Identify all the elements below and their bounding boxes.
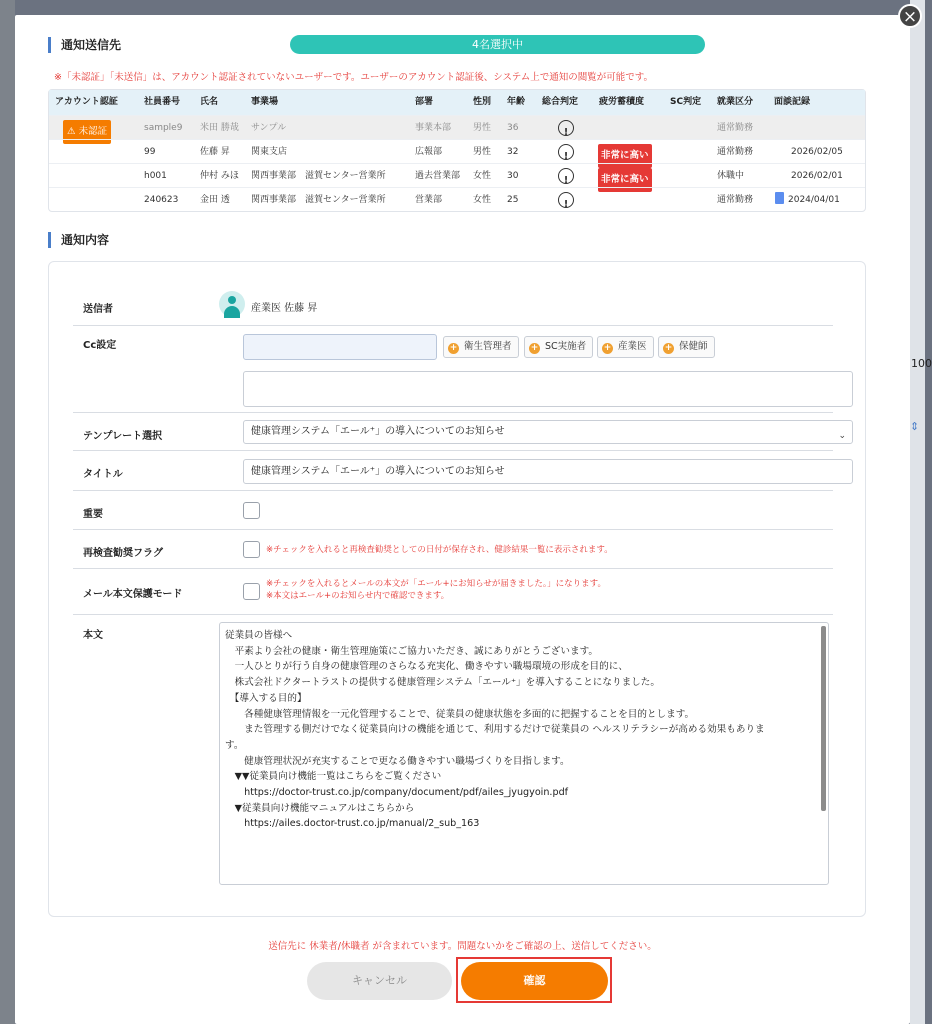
work-cell: 通常勤務 [717,195,754,205]
dept-cell: 営業部 [415,195,443,205]
col-header: 面談記録 [774,97,811,107]
background-page-left [0,0,15,1024]
important-label: 重要 [83,509,103,520]
table-row[interactable] [49,187,865,211]
cc-chip-hygiene-manager[interactable]: + 衛生管理者 [443,336,519,358]
col-header: 疲労蓄積度 [599,97,645,107]
selected-count-badge: 4名選択中 [290,35,705,54]
exclamation-icon: ! [558,168,574,184]
col-header: 社員番号 [144,97,181,107]
absence-warning: 送信先に 休業者/休職者 が含まれています。問題ないかをご確認の上、送信してください。 [268,941,657,952]
recheck-note: ※チェックを入れると再検査勧奨としての日付が保存され、健診結果一覧に表示されます。 [266,545,613,555]
background-sort-icon: ⇕ [910,420,920,433]
col-header: 事業場 [251,97,279,107]
protect-checkbox[interactable] [243,583,260,600]
body-textarea[interactable] [219,622,829,885]
emp-no-cell: 99 [144,147,156,157]
age-cell: 25 [507,195,519,205]
emp-no-cell: sample9 [144,123,183,133]
template-row [73,413,846,451]
sender-name: 産業医 佐藤 昇 [251,303,318,314]
exclamation-icon: ! [558,192,574,208]
confirm-button[interactable]: 確認 [461,962,608,1000]
age-cell: 30 [507,171,519,181]
recheck-checkbox[interactable] [243,541,260,558]
close-icon[interactable]: × [898,4,922,28]
unauth-badge: ⚠ 未認証 [63,120,111,144]
gender-cell: 女性 [473,195,492,205]
emp-no-cell: 240623 [144,195,179,205]
dept-cell: 事業本部 [415,123,452,133]
protect-row [73,569,833,615]
cc-chip-occupational-physician[interactable]: + 産業医 [597,336,654,358]
template-select[interactable]: 健康管理システム「エール⁺」の導入についてのお知らせ ⌄ [243,420,853,444]
gender-cell: 男性 [473,147,492,157]
work-cell: 通常勤務 [717,123,754,133]
cc-row [73,326,833,413]
notification-modal [15,15,910,1024]
col-header: 就業区分 [717,97,754,107]
important-row [73,491,833,530]
gender-cell: 男性 [473,123,492,133]
table-row[interactable] [49,115,865,139]
col-header: SC判定 [670,97,702,107]
user-avatar-icon [219,291,245,317]
title-row [73,451,833,491]
table-header-row [49,90,865,115]
name-cell: 米田 勝哉 [200,123,239,133]
age-cell: 32 [507,147,519,157]
recheck-label: 再検査勧奨フラグ [83,548,163,559]
unauth-note: ※「未認証」「未送信」は、アカウント認証されていないユーザーです。ユーザーのアカウント認証後、システム上で通知の閲覧が可能です。 [54,72,654,83]
emp-no-cell: h001 [144,171,167,181]
protect-label: メール本文保護モード [83,589,183,600]
interview-cell[interactable]: 2024/04/01 [775,188,840,212]
cc-chip-public-health-nurse[interactable]: + 保健師 [658,336,715,358]
fatigue-high-badge: 非常に高い [598,144,652,168]
recipients-table [48,89,866,212]
body-label: 本文 [83,630,103,641]
recipients-section-title: 通知送信先 [48,37,121,53]
gender-cell: 女性 [473,171,492,181]
col-header: 年齢 [507,97,526,107]
background-page-right [910,0,925,1024]
recheck-row [73,530,833,569]
plus-icon: + [530,343,539,353]
fatigue-high-badge: 非常に高い [598,168,652,192]
protect-note-2: ※本文はエール+のお知らせ内で確認できます。 [266,591,450,601]
work-cell: 通常勤務 [717,147,754,157]
col-header: 部署 [415,97,434,107]
age-cell: 36 [507,123,519,133]
table-row[interactable] [49,163,865,187]
cancel-button[interactable]: キャンセル [307,962,452,1000]
overall-cell [558,188,574,217]
content-section-title: 通知内容 [48,232,109,248]
exclamation-icon: ! [558,120,574,136]
col-header: 性別 [473,97,492,107]
warning-icon: ⚠ [67,126,76,137]
protect-note-1: ※チェックを入れるとメールの本文が「エール+にお知らせが届きました。」になります。 [266,579,606,589]
interview-cell: 2026/02/05 [791,147,843,157]
body-text: 従業員の皆様へ 平素より会社の健康・衛生管理施策にご協力いただき、誠にありがとうございます。 一人ひとりが行う自身の健康管理のさらなる充実化、働きやすい職場環境の形成を目的に、 株式会社ドクタートラストの提供する健康管理システム「エール⁺」を導入することになりました。 【導入する目的】 各種健康管理情報を一元化管理することで、従業員の健康状態を多面的に把握することを目的とします。 また管理する側だけでなく従業員向けの機能を通じて、利用するだけで従業員の ヘルスリテラシーが高める効果もありま す。 健康管理状況が充実することで更なる働きやすい職場づくりを目指します。 ▼▼従業員向け機能一覧はこちらをご覧ください https://doctor-trust.co.jp/company/document/pdf/ailes_jyugyoin.pdf ▼従業員向け機能マニュアルはこちらから https://ailes.doctor-trust.co.jp/manual/2_sub_163 [225,630,765,830]
name-cell: 佐藤 昇 [200,147,230,157]
title-input[interactable]: 健康管理システム「エール⁺」の導入についてのお知らせ [243,459,853,484]
cc-label: Cc設定 [83,340,117,351]
plus-icon: + [603,343,612,353]
cc-address-area[interactable] [243,371,853,407]
title-label: タイトル [83,469,123,480]
col-header: 氏名 [200,97,219,107]
plus-icon: + [449,343,458,353]
site-cell: 関東支店 [251,147,288,157]
site-cell: 関西事業部 滋賀センター営業所 [251,195,386,205]
name-cell: 金田 透 [200,195,230,205]
background-partial-text: 100 [911,357,932,370]
cc-chip-sc-implementer[interactable]: + SC実施者 [524,336,593,358]
site-cell: 関西事業部 滋賀センター営業所 [251,171,386,181]
exclamation-icon: ! [558,144,574,160]
plus-icon: + [664,343,673,353]
sender-row [73,282,833,326]
content-form-card [48,261,866,917]
interview-cell: 2026/02/01 [791,171,843,181]
chevron-down-icon: ⌄ [838,431,846,441]
dept-cell: 過去営業部 [415,171,461,181]
sender-label: 送信者 [83,304,113,315]
work-cell: 休職中 [717,171,745,181]
col-header: 総合判定 [542,97,579,107]
site-cell: サンプル [251,123,287,133]
name-cell: 仲村 みほ [200,171,239,181]
table-row[interactable] [49,139,865,163]
col-header: アカウント認証 [55,97,118,107]
template-label: テンプレート選択 [83,431,163,442]
cc-input[interactable] [243,334,437,360]
body-scrollbar[interactable] [821,626,826,811]
document-icon [775,192,784,204]
dept-cell: 広報部 [415,147,443,157]
important-checkbox[interactable] [243,502,260,519]
